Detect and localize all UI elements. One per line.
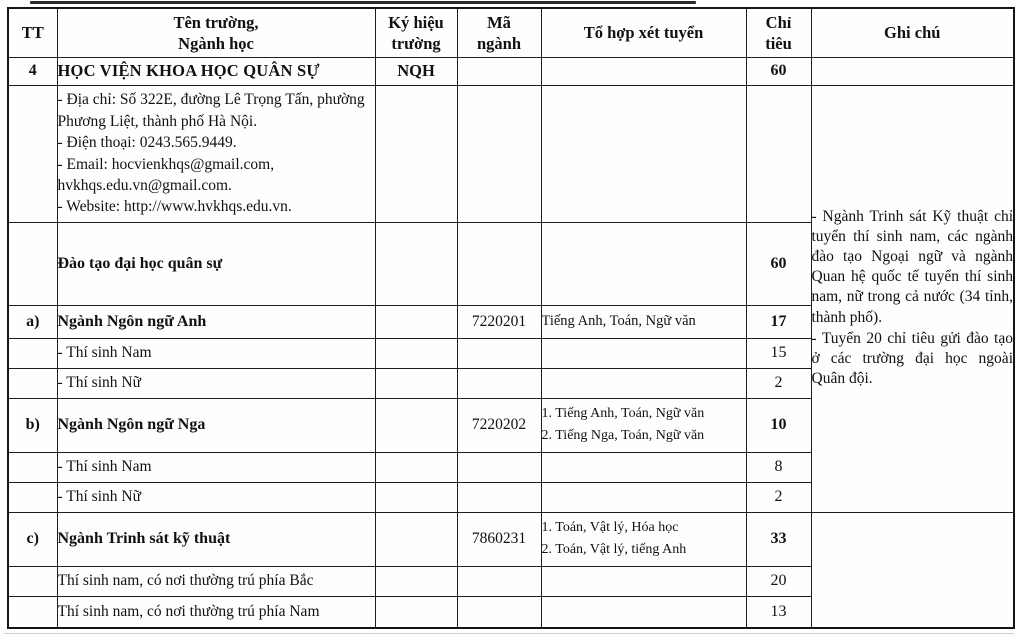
col-header-major-code-line1: Mã (487, 12, 511, 32)
scan-artifact-bottom-line (4, 633, 1014, 634)
subrow-combo-empty (541, 338, 746, 368)
school-quota: 60 (746, 57, 811, 85)
major-a-name: Ngành Ngôn ngữ Anh (57, 305, 375, 338)
subrow-school-code-empty (375, 338, 457, 368)
contact-major-code-empty (457, 85, 541, 222)
notes-cell-empty (811, 512, 1014, 628)
major-a-code: 7220201 (457, 305, 541, 338)
col-header-quota (746, 8, 811, 57)
subrow-combo-empty (541, 596, 746, 628)
subrow-tt-empty (8, 482, 57, 512)
subrow-label: - Thí sinh Nữ (57, 482, 375, 512)
subrow-major-code-empty (457, 566, 541, 596)
major-b-name: Ngành Ngôn ngữ Nga (57, 398, 375, 452)
subrow-label: - Thí sinh Nam (57, 338, 375, 368)
major-c-tt: c) (8, 512, 57, 566)
program-label: Đào tạo đại học quân sự (57, 222, 375, 305)
contact-address: - Địa chỉ: Số 322E, đường Lê Trọng Tấn, phường Phương Liệt, thành phố Hà Nội. (57, 91, 365, 130)
col-header-school-code (375, 8, 457, 57)
subrow-tt-empty (8, 452, 57, 482)
subrow-school-code-empty (375, 566, 457, 596)
note-paragraph-2: - Tuyển 20 chỉ tiêu gửi đào tạo ở các trường đại học ngoài Quân đội. (811, 329, 1013, 387)
subrow-major-code-empty (457, 482, 541, 512)
col-header-notes (811, 8, 1014, 57)
major-c-name: Ngành Trinh sát kỹ thuật (57, 512, 375, 566)
major-a-school-code-empty (375, 305, 457, 338)
subrow-major-code-empty (457, 368, 541, 398)
subrow-tt-empty (8, 566, 57, 596)
school-contact (57, 85, 375, 222)
major-b-school-code-empty (375, 398, 457, 452)
school-row (8, 57, 1014, 85)
major-b-combo (541, 398, 746, 452)
major-c-combo-2: 2. Toán, Vật lý, tiếng Anh (541, 542, 687, 557)
major-a-tt: a) (8, 305, 57, 338)
contact-quota-empty (746, 85, 811, 222)
school-combo-empty (541, 57, 746, 85)
major-c-combo-1: 1. Toán, Vật lý, Hóa học (541, 520, 679, 536)
col-header-notes-label: Ghi chú (884, 23, 941, 43)
subrow-major-code-empty (457, 452, 541, 482)
scan-artifact-top-line (30, 1, 696, 4)
subrow-combo-empty (541, 368, 746, 398)
subrow-quota: 2 (746, 482, 811, 512)
major-row-c (8, 512, 1014, 566)
table-header-row (8, 8, 1014, 57)
subrow-quota: 13 (746, 596, 811, 628)
major-b-combo-1: 1. Tiếng Anh, Toán, Ngữ văn (541, 406, 705, 422)
subrow-tt-empty (8, 368, 57, 398)
subrow-combo-empty (541, 452, 746, 482)
major-b-quota: 10 (746, 398, 811, 452)
subrow-school-code-empty (375, 452, 457, 482)
major-a-combo (541, 305, 746, 338)
subrow-label: Thí sinh nam, có nơi thường trú phía Nam (57, 596, 375, 628)
col-header-quota-line1: Chỉ (765, 12, 792, 32)
major-a-quota: 17 (746, 305, 811, 338)
subrow-quota: 15 (746, 338, 811, 368)
contact-school-code-empty (375, 85, 457, 222)
subrow-combo-empty (541, 482, 746, 512)
subrow-label: Thí sinh nam, có nơi thường trú phía Bắc (57, 566, 375, 596)
col-header-combo (541, 8, 746, 57)
subrow-quota: 8 (746, 452, 811, 482)
subrow-combo-empty (541, 566, 746, 596)
contact-email: - Email: hocvienkhqs@gmail.com, hvkhqs.edu.vn@gmail.com. (57, 155, 275, 194)
col-header-tt-label: TT (21, 23, 44, 43)
major-b-code: 7220202 (457, 398, 541, 452)
subrow-label: - Thí sinh Nam (57, 452, 375, 482)
major-c-school-code-empty (375, 512, 457, 566)
subrow-school-code-empty (375, 482, 457, 512)
subrow-major-code-empty (457, 596, 541, 628)
subrow-quota: 2 (746, 368, 811, 398)
subrow-school-code-empty (375, 368, 457, 398)
col-header-tt (8, 8, 57, 57)
contact-website: - Website: http://www.hvkhqs.edu.vn. (57, 198, 292, 216)
program-major-code-empty (457, 222, 541, 305)
major-c-code: 7860231 (457, 512, 541, 566)
school-major-code-empty (457, 57, 541, 85)
col-header-major-code-line2: ngành (476, 33, 522, 53)
subrow-tt-empty (8, 596, 57, 628)
program-school-code-empty (375, 222, 457, 305)
major-c-combo (541, 512, 746, 566)
notes-cell (811, 85, 1014, 512)
program-tt-empty (8, 222, 57, 305)
school-notes-empty (811, 57, 1014, 85)
subrow-quota: 20 (746, 566, 811, 596)
subrow-label: - Thí sinh Nữ (57, 368, 375, 398)
major-a-combo-1: Tiếng Anh, Toán, Ngữ văn (541, 313, 696, 330)
subrow-major-code-empty (457, 338, 541, 368)
school-name: HỌC VIỆN KHOA HỌC QUÂN SỰ (57, 57, 375, 85)
col-header-major-code (457, 8, 541, 57)
note-paragraph-1: - Ngành Trinh sát Kỹ thuật chỉ tuyển thí sinh nam, các ngành đào tạo Ngoại ngữ và ngành Quan hệ quốc tế tuyển thí sinh nam, nữ trong cả nước (34 tỉnh, thành phố). (811, 207, 1013, 326)
col-header-school (57, 8, 375, 57)
school-tt: 4 (8, 57, 57, 85)
contact-row (8, 85, 1014, 222)
subrow-tt-empty (8, 338, 57, 368)
col-header-quota-line2: tiêu (765, 33, 792, 53)
col-header-school-line2: Ngành học (178, 33, 254, 53)
school-code: NQH (375, 57, 457, 85)
contact-phone: - Điện thoại: 0243.565.9449. (57, 134, 237, 152)
subrow-school-code-empty (375, 596, 457, 628)
major-c-quota: 33 (746, 512, 811, 566)
col-header-school-code-line1: Ký hiệu (388, 12, 444, 32)
contact-tt-empty (8, 85, 57, 222)
col-header-combo-label: Tổ hợp xét tuyển (583, 23, 704, 43)
admissions-table (7, 7, 1015, 629)
col-header-school-code-line2: trường (391, 33, 441, 53)
program-combo-empty (541, 222, 746, 305)
program-quota: 60 (746, 222, 811, 305)
major-b-tt: b) (8, 398, 57, 452)
contact-combo-empty (541, 85, 746, 222)
major-b-combo-2: 2. Tiếng Nga, Toán, Ngữ văn (541, 428, 705, 443)
col-header-school-line1: Tên trường, (173, 12, 259, 32)
